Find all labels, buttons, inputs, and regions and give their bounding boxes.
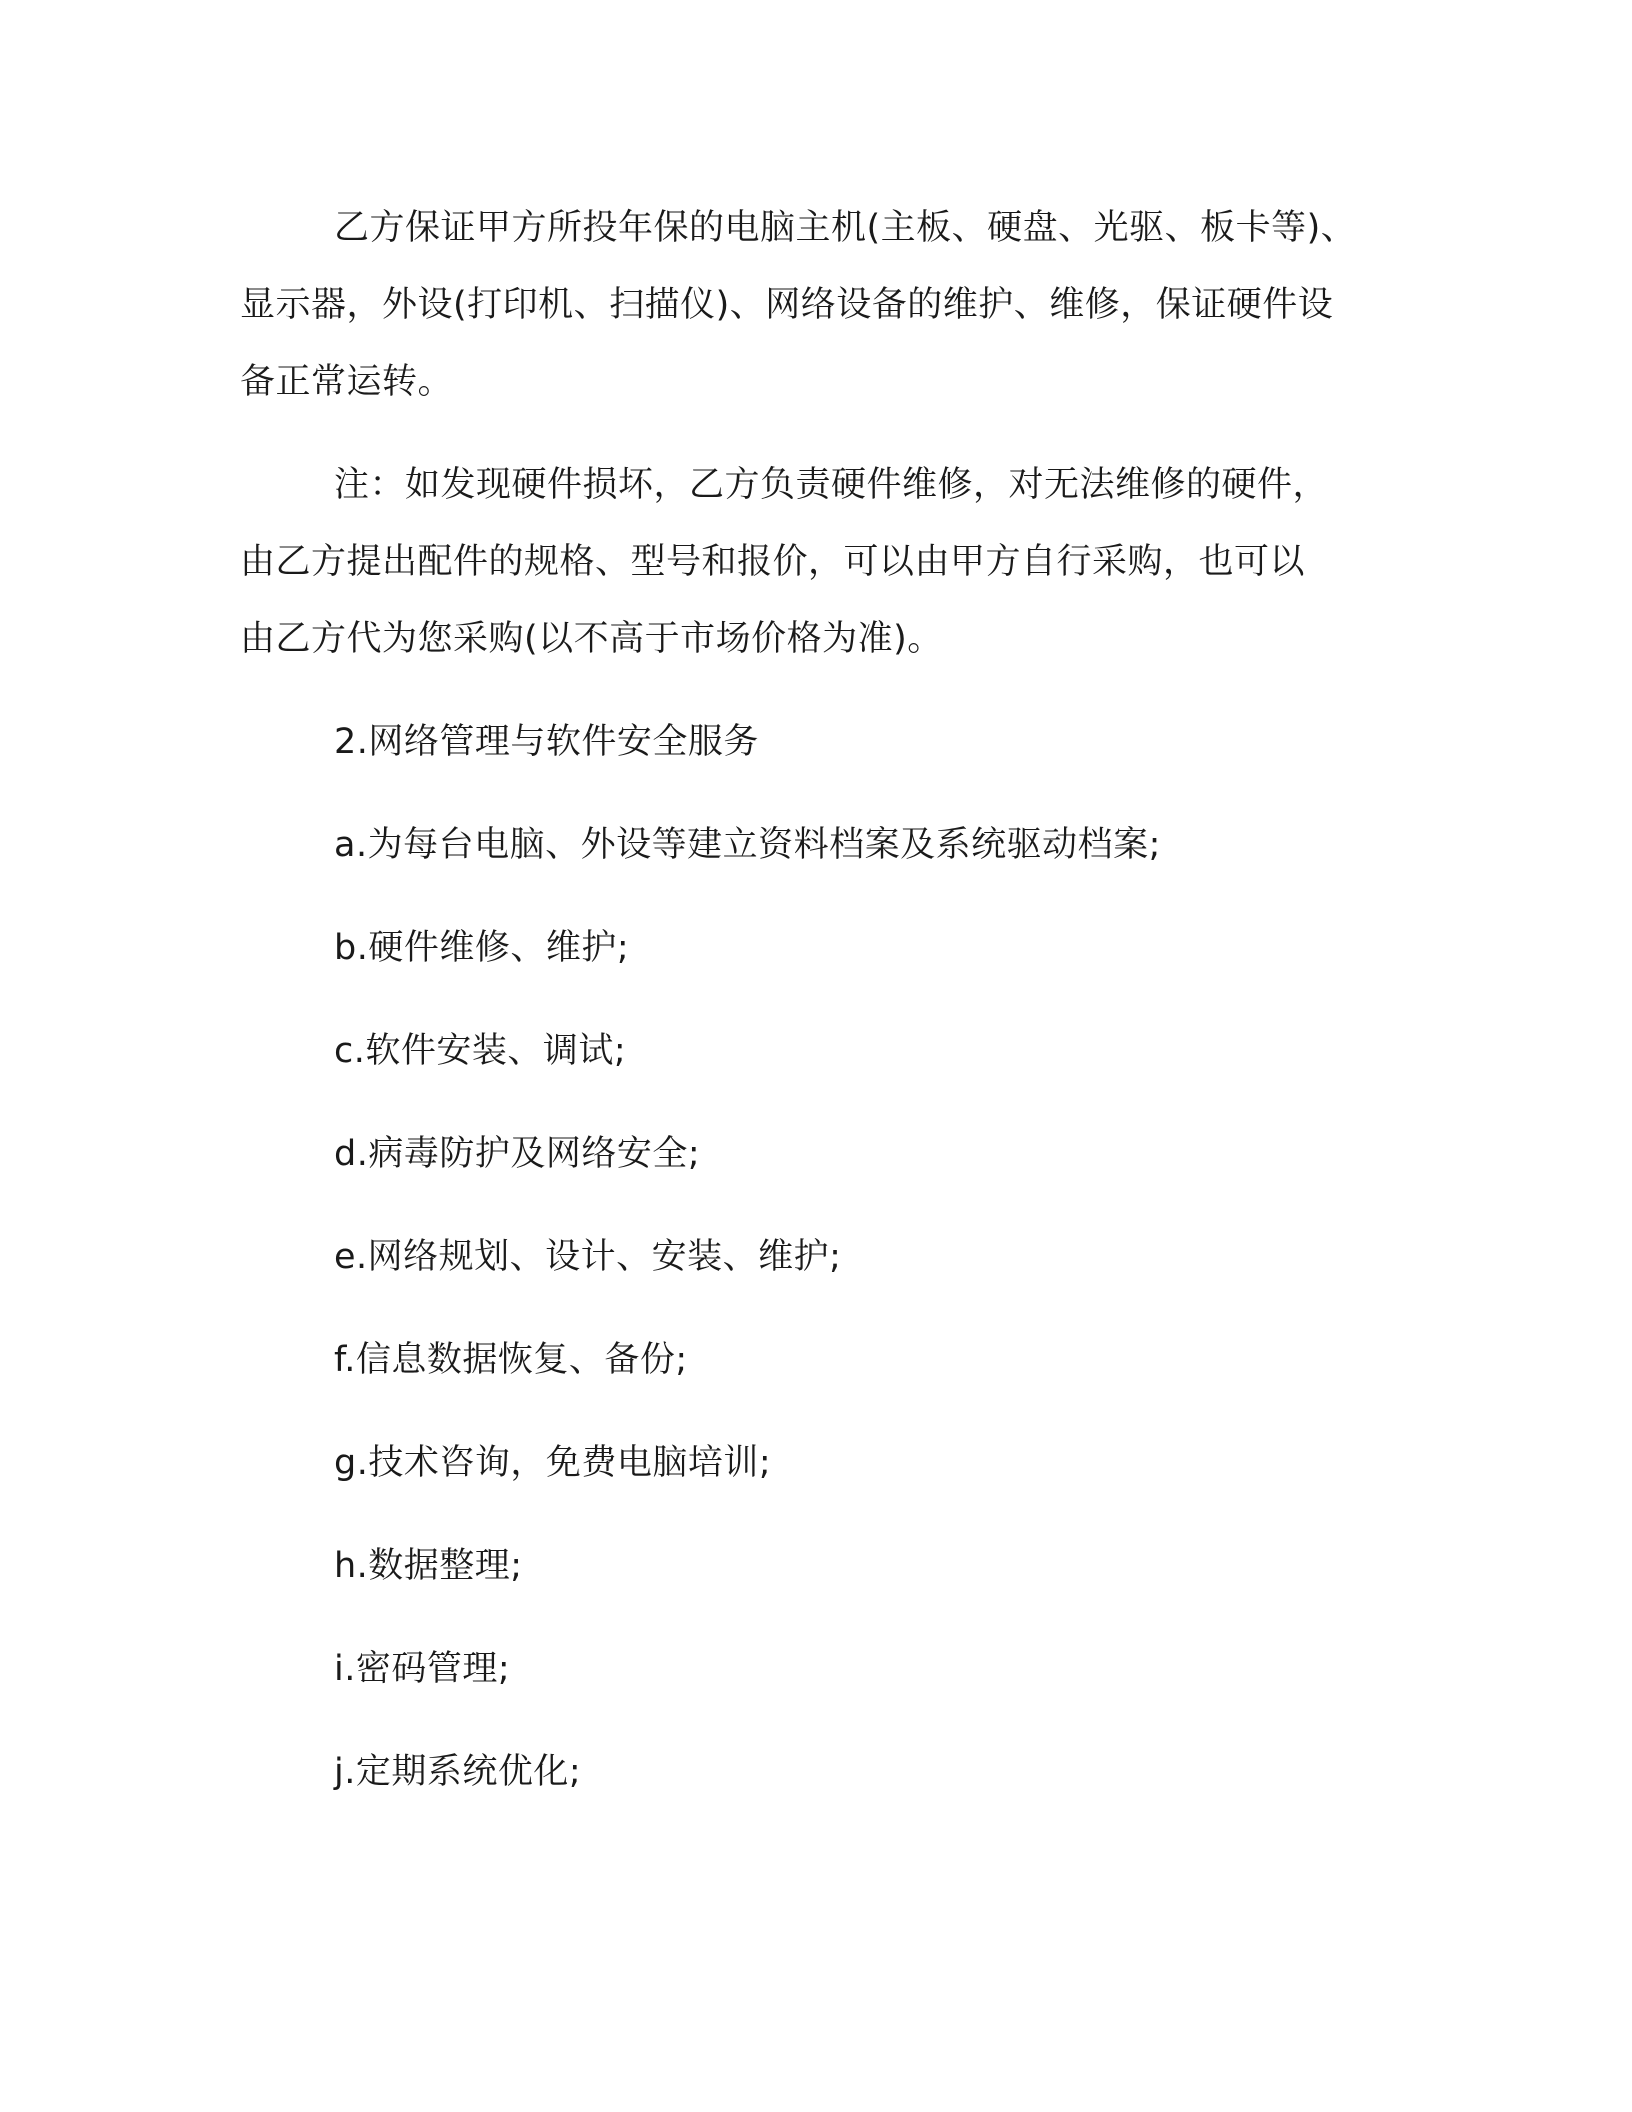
- list-item: f.信息数据恢复、备份;: [334, 1340, 688, 1380]
- paragraph-line: 注：如发现硬件损坏，乙方负责硬件维修，对无法维修的硬件，: [334, 465, 1329, 505]
- list-item: c.软件安装、调试;: [334, 1031, 627, 1071]
- list-item: h.数据整理;: [334, 1546, 523, 1586]
- paragraph-line: 备正常运转。: [240, 362, 454, 402]
- document-content: [240, 190, 1390, 1837]
- paragraph-line: 乙方保证甲方所投年保的电脑主机(主板、硬盘、光驱、板卡等)、: [334, 208, 1357, 248]
- paragraph-note: [240, 447, 1390, 678]
- list-item: e.网络规划、设计、安装、维护;: [334, 1237, 842, 1277]
- paragraph-line: 显示器，外设(打印机、扫描仪)、网络设备的维护、维修，保证硬件设: [240, 285, 1334, 325]
- paragraph-line: 由乙方代为您采购(以不高于市场价格为准)。: [240, 619, 943, 659]
- list-item: b.硬件维修、维护;: [334, 928, 630, 968]
- list-item: a.为每台电脑、外设等建立资料档案及系统驱动档案;: [334, 825, 1161, 865]
- list-item: j.定期系统优化;: [334, 1752, 582, 1792]
- list-item: g.技术咨询，免费电脑培训;: [334, 1443, 772, 1483]
- list-item: d.病毒防护及网络安全;: [334, 1134, 701, 1174]
- list-item: i.密码管理;: [334, 1649, 511, 1689]
- section-heading: 2.网络管理与软件安全服务: [334, 722, 759, 762]
- paragraph-line: 由乙方提出配件的规格、型号和报价，可以由甲方自行采购，也可以: [240, 542, 1306, 582]
- paragraph-hardware-guarantee: [240, 190, 1390, 421]
